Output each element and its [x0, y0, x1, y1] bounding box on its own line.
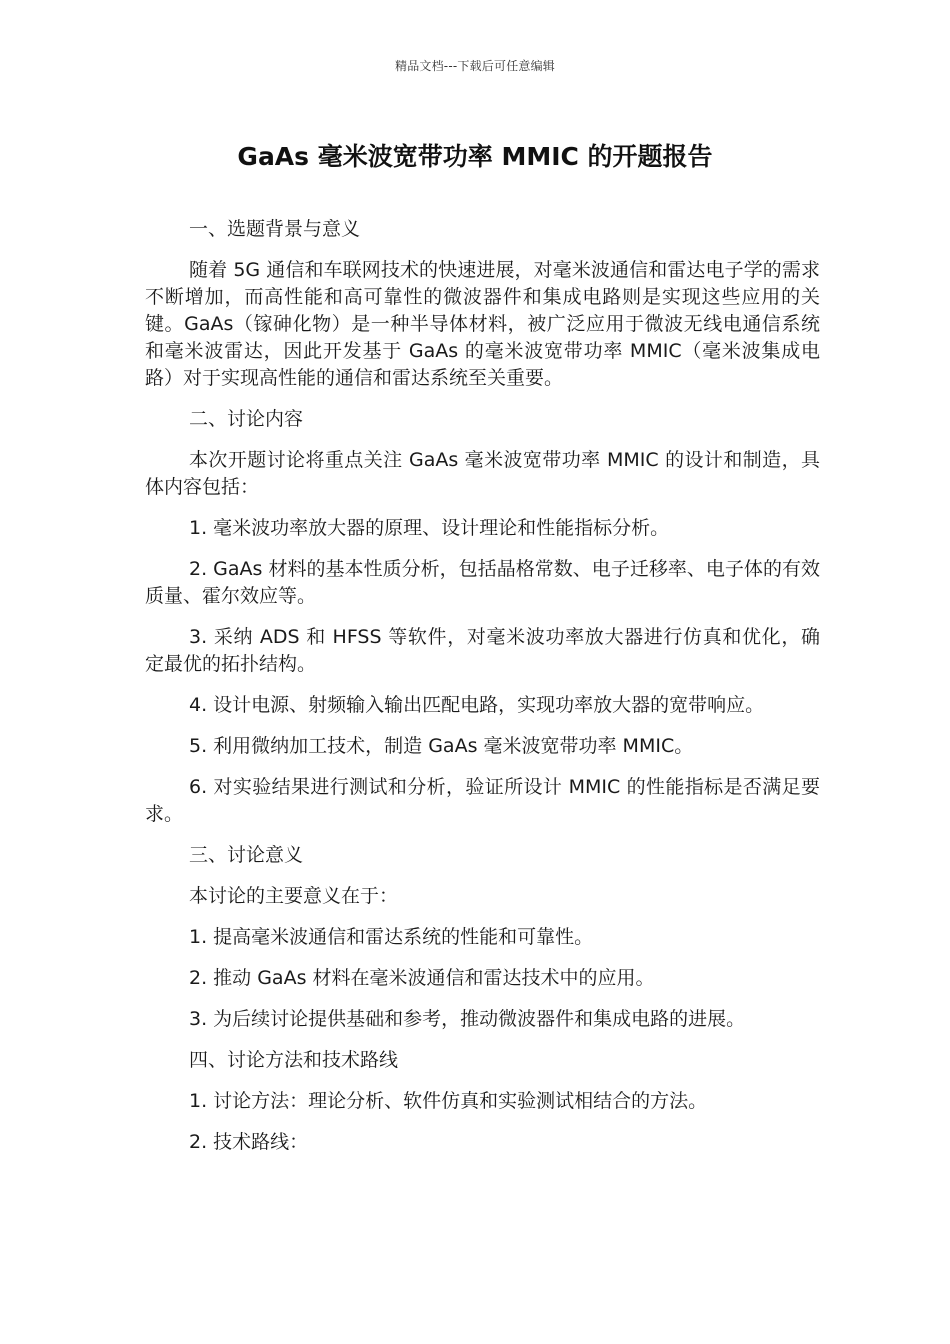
header-note: 精品文档---下载后可任意编辑 [395, 59, 555, 73]
list-item: 4. 设计电源、射频输入输出匹配电路，实现功率放大器的宽带响应。 [189, 694, 765, 716]
list-item: 5. 利用微纳加工技术，制造 GaAs 毫米波宽带功率 MMIC。 [189, 735, 694, 757]
document-title: GaAs 毫米波宽带功率 MMIC 的开题报告 [237, 142, 713, 171]
background-paragraph: 随着 5G 通信和车联网技术的快速进展，对毫米波通信和雷达电子学的需求不断增加，而高性能和高可靠性的微波器件和集成电路则是实现这些应用的关键。GaAs（镓砷化物）是一种半导体材料，被广泛应用于微波无线电通信系统和毫米波雷达，因此开发基于 GaAs 的毫米波宽带功率 MMIC（毫米波集成电路）对于实现高性能的通信和雷达系统至关重要。 [145, 259, 820, 389]
list-item: 1. 毫米波功率放大器的原理、设计理论和性能指标分析。 [189, 517, 670, 539]
section-heading-content: 二、讨论内容 [189, 408, 304, 430]
list-item: 2. GaAs 材料的基本性质分析，包括晶格常数、电子迁移率、电子体的有效质量、霍尔效应等。 [145, 558, 820, 607]
list-item: 1. 提高毫米波通信和雷达系统的性能和可靠性。 [189, 926, 594, 948]
section-heading-significance: 三、讨论意义 [189, 844, 304, 866]
list-item: 6. 对实验结果进行测试和分析，验证所设计 MMIC 的性能指标是否满足要求。 [145, 776, 820, 825]
section-heading-background: 一、选题背景与意义 [189, 218, 361, 240]
list-item: 3. 采纳 ADS 和 HFSS 等软件，对毫米波功率放大器进行仿真和优化，确定最优的拓扑结构。 [145, 626, 820, 675]
content-intro: 本次开题讨论将重点关注 GaAs 毫米波宽带功率 MMIC 的设计和制造，具体内容包括： [145, 449, 820, 498]
list-item: 1. 讨论方法：理论分析、软件仿真和实验测试相结合的方法。 [189, 1090, 708, 1112]
list-item: 2. 技术路线： [189, 1131, 309, 1153]
significance-intro: 本讨论的主要意义在于： [189, 885, 399, 907]
list-item: 3. 为后续讨论提供基础和参考，推动微波器件和集成电路的进展。 [189, 1008, 746, 1030]
list-item: 2. 推动 GaAs 材料在毫米波通信和雷达技术中的应用。 [189, 967, 655, 989]
section-heading-methods: 四、讨论方法和技术路线 [189, 1049, 399, 1071]
document-body [145, 216, 820, 1170]
